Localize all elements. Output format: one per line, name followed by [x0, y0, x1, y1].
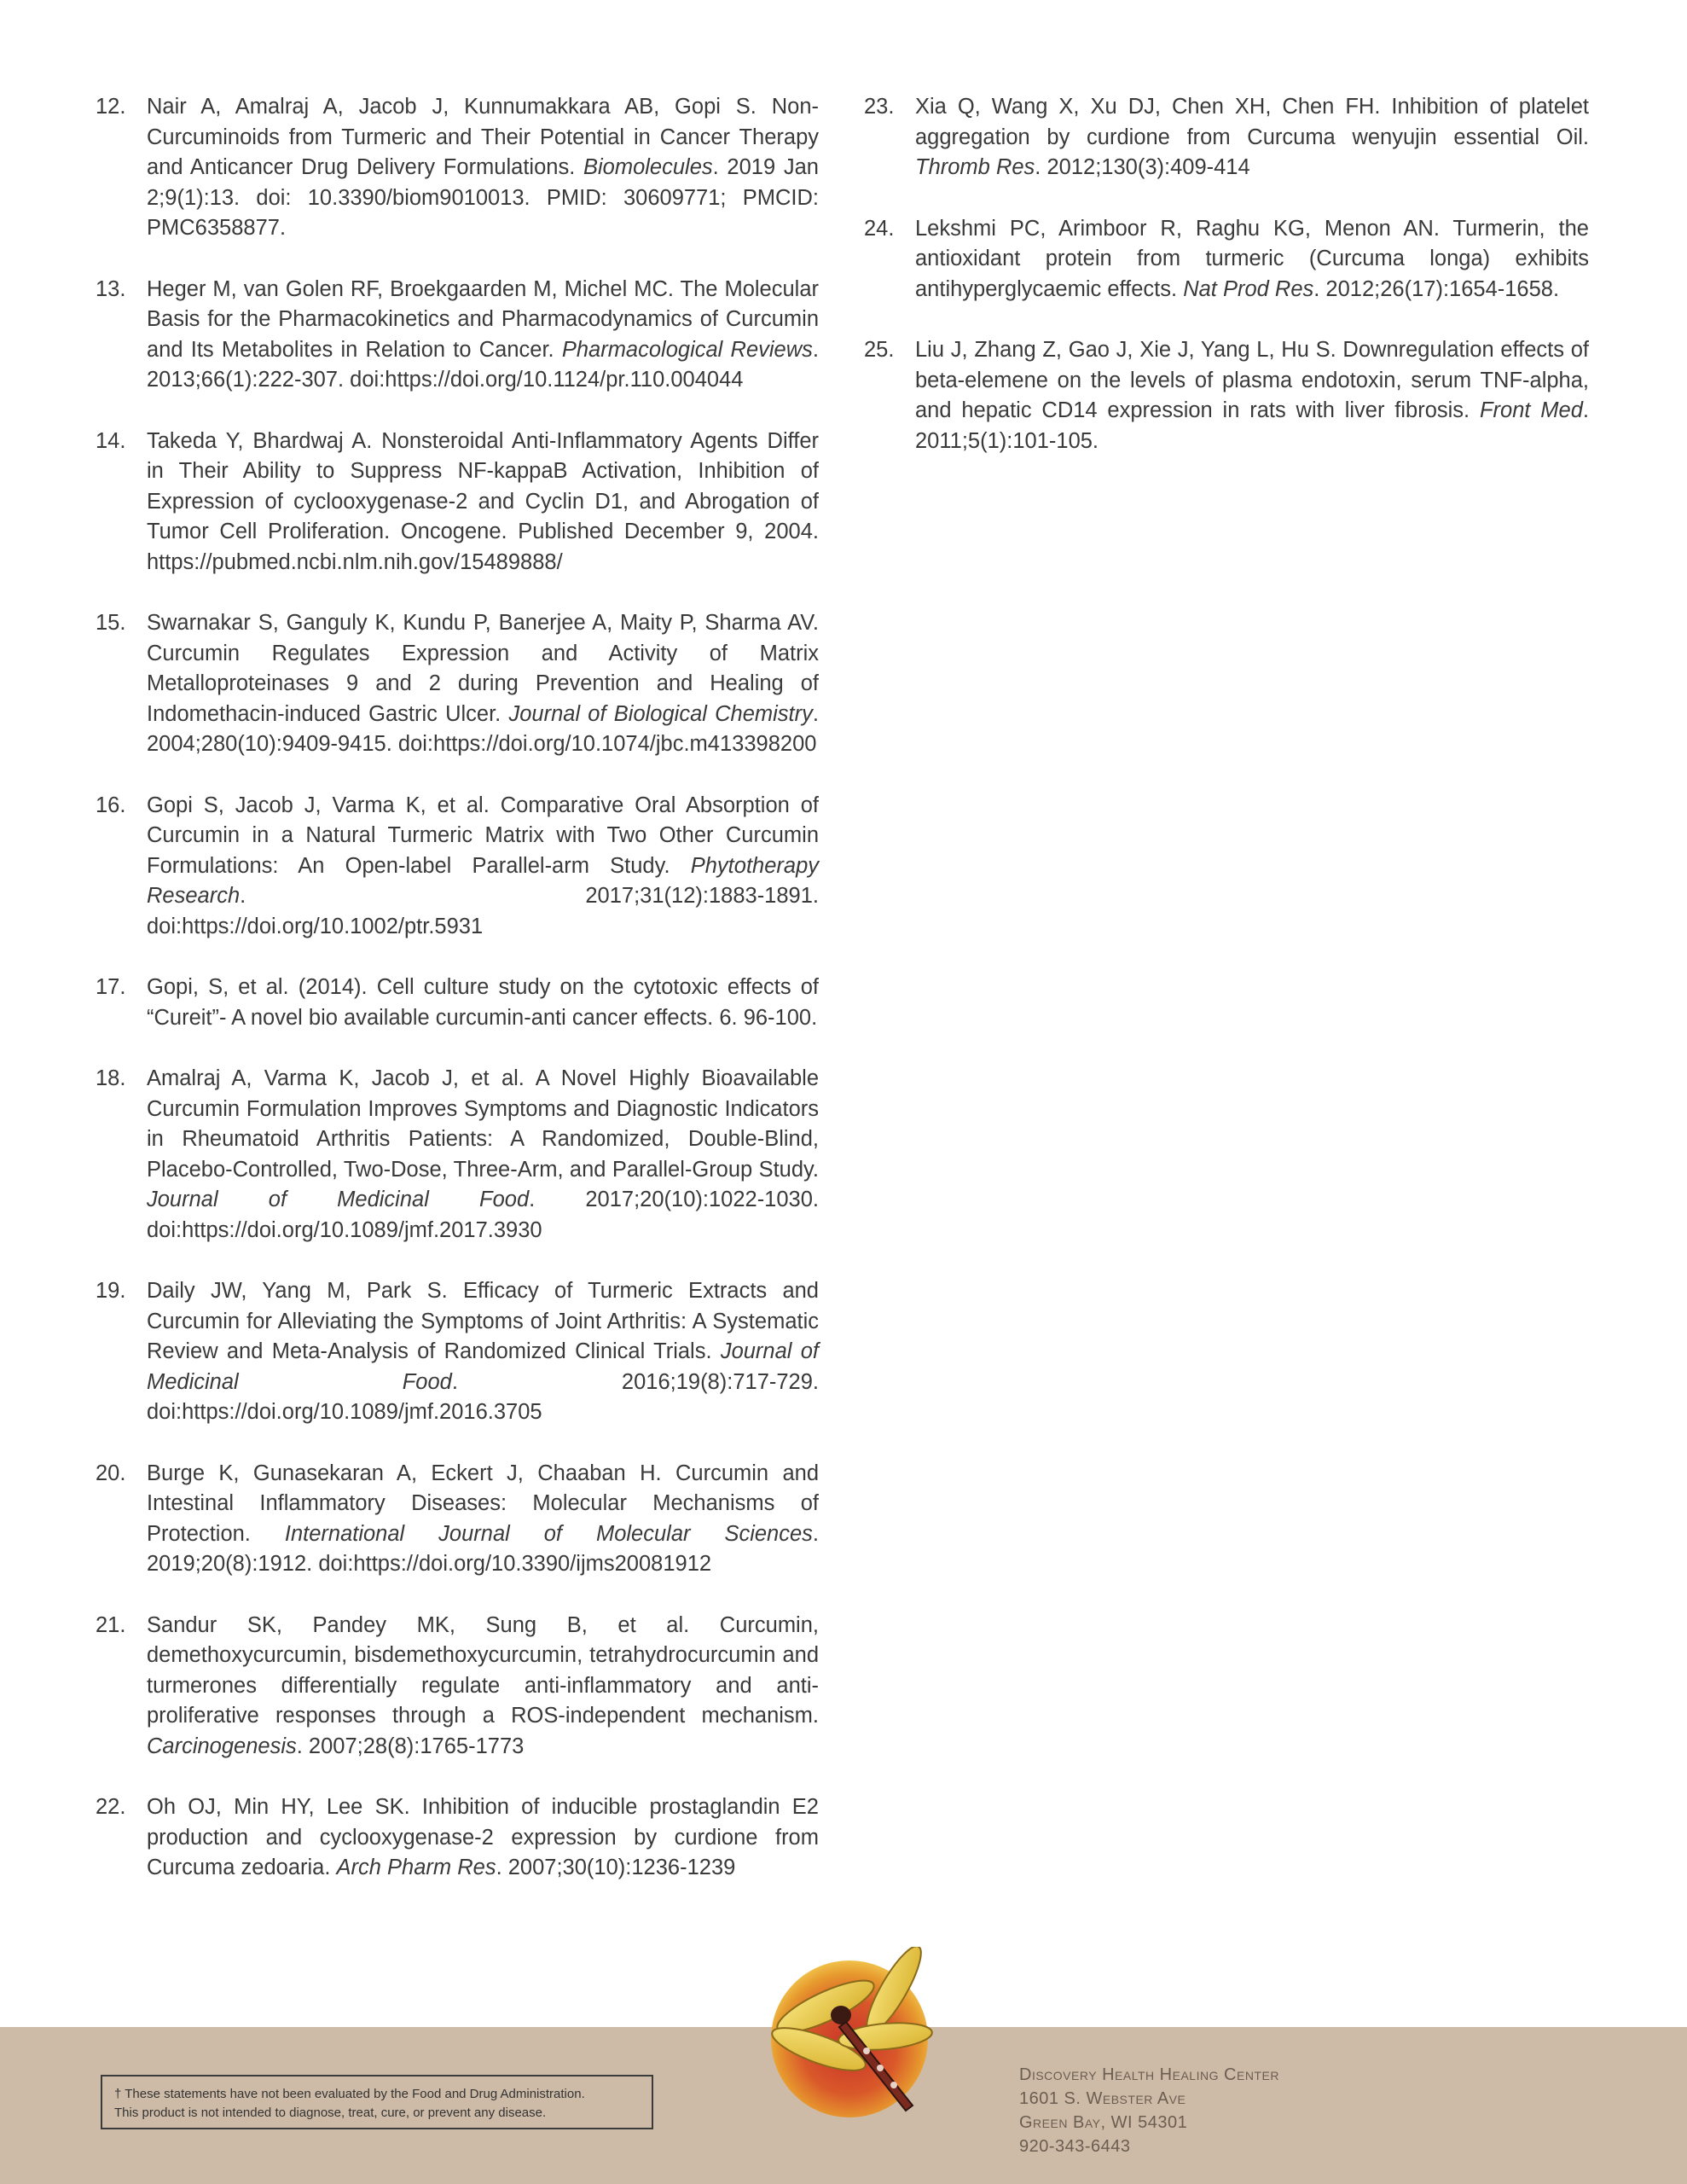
reference-segment: . 2019 Jan 2;9(1):13. doi: 10.3390/biom9010013. PMID: 30609771; PMCID: PMC6358877.	[147, 155, 819, 240]
reference-item	[96, 1276, 819, 1428]
reference-number: 18.	[96, 1066, 126, 1090]
reference-number: 14.	[96, 428, 126, 453]
journal-title: Journal of Medicinal Food	[147, 1188, 530, 1211]
reference-segment: . 2017;31(12):1883-1891. doi:https://doi.org/10.1002/ptr.5931	[147, 884, 819, 938]
reference-segment: Daily JW, Yang M, Park S. Efficacy of Turmeric Extracts and Curcumin for Alleviating the Symptoms of Joint Arthritis: A Systematic Review and Meta-Analysis of Randomized Clinical Trials.	[147, 1279, 819, 1363]
reference-segment: Nair A, Amalraj A, Jacob J, Kunnumakkara AB, Gopi S. Non-Curcuminoids from Turmeric and Their Potential in Cancer Therapy and Anticancer Drug Delivery Formulations.	[147, 95, 819, 179]
dragonfly-logo-svg	[766, 1947, 945, 2126]
reference-segment: Sandur SK, Pandey MK, Sung B, et al. Curcumin, demethoxycurcumin, bisdemethoxycurcumin, tetrahydrocurcumin and turmerones differentially regulate anti-inflammatory and anti-proliferative responses through a ROS-independent mechanism.	[147, 1612, 819, 1728]
reference-segment: . 2007;30(10):1236-1239	[496, 1856, 736, 1879]
journal-title: International Journal of Molecular Sciences	[284, 1521, 813, 1546]
journal-title: Journal of Medicinal Food	[147, 1339, 819, 1394]
reference-segment: Gopi S, Jacob J, Varma K, et al. Comparative Oral Absorption of Curcumin in a Natural Turmeric Matrix with Two Other Curcumin Formulations: An Open-label Parallel-arm Study.	[147, 793, 819, 878]
journal-title: Carcinogenesis	[147, 1734, 297, 1758]
city-state-zip: Green Bay, WI 54301	[1019, 2113, 1188, 2132]
reference-segment: . 2004;280(10):9409-9415. doi:https://doi.org/10.1074/jbc.m413398200	[147, 701, 819, 756]
reference-text	[147, 1792, 819, 1884]
reference-item	[96, 1611, 819, 1763]
disclaimer-line-1: † These statements have not been evaluated by the Food and Drug Administration.	[114, 2087, 585, 2101]
reference-text	[147, 973, 819, 1033]
reference-text	[915, 335, 1589, 456]
reference-item	[96, 791, 819, 943]
reference-segment: Swarnakar S, Ganguly K, Kundu P, Banerjee A, Maity P, Sharma AV. Curcumin Regulates Expression and Activity of Matrix Metalloproteinases 9 and 2 during Prevention and Healing of Indomethacin-induced Gastric Ulcer.	[147, 611, 819, 726]
reference-item	[96, 608, 819, 760]
journal-title: Front Med	[1479, 398, 1583, 422]
reference-text	[147, 427, 819, 578]
journal-title: Biomolecules	[583, 155, 713, 179]
reference-number: 15.	[96, 611, 126, 635]
reference-text	[915, 92, 1589, 183]
reference-segment: . 2012;130(3):409-414	[1035, 155, 1250, 179]
reference-segment: Lekshmi PC, Arimboor R, Raghu KG, Menon AN. Turmerin, the antioxidant protein from turmeric (Curcuma longa) exhibits antihyperglycaemic effects.	[915, 216, 1589, 301]
reference-segment: Burge K, Gunasekaran A, Eckert J, Chaaban H. Curcumin and Intestinal Inflammatory Diseases: Molecular Mechanisms of Protection.	[147, 1461, 819, 1546]
street-address: 1601 S. Webster Ave	[1019, 2089, 1186, 2108]
journal-title: Nat Prod Res	[1183, 276, 1314, 301]
reference-number: 23.	[864, 95, 895, 119]
reference-number: 19.	[96, 1279, 126, 1303]
reference-number: 25.	[864, 338, 895, 362]
dragonfly-logo-icon	[766, 1947, 945, 2126]
reference-number: 12.	[96, 95, 126, 119]
disclaimer-box	[101, 2075, 653, 2129]
reference-number: 21.	[96, 1612, 126, 1637]
reference-text	[147, 791, 819, 943]
reference-item	[96, 1792, 819, 1884]
reference-item	[96, 427, 819, 578]
reference-item	[96, 92, 819, 244]
reference-segment: Oh OJ, Min HY, Lee SK. Inhibition of inducible prostaglandin E2 production and cyclooxygenase-2 expression by curdione from Curcuma zedoaria.	[147, 1795, 819, 1879]
phone-number: 920-343-6443	[1019, 2137, 1131, 2156]
reference-item	[96, 275, 819, 396]
reference-segment: Heger M, van Golen RF, Broekgaarden M, Michel MC. The Molecular Basis for the Pharmacokinetics and Pharmacodynamics of Curcumin and Its Metabolites in Relation to Cancer.	[147, 276, 819, 362]
reference-item	[864, 92, 1589, 183]
journal-title: Phytotherapy Research	[147, 853, 819, 908]
references-right-column	[864, 92, 1589, 487]
reference-segment: . 2019;20(8):1912. doi:https://doi.org/10.3390/ijms20081912	[147, 1521, 820, 1576]
reference-text	[147, 1064, 819, 1246]
reference-text	[147, 275, 819, 396]
reference-segment: . 2013;66(1):222-307. doi:https://doi.org/10.1124/pr.110.004044	[147, 337, 819, 392]
reference-segment: Takeda Y, Bhardwaj A. Nonsteroidal Anti-Inflammatory Agents Differ in Their Ability to Suppress NF-kappaB Activation, Inhibition of Expression of cyclooxygenase-2 and Cyclin D1, and Abrogation of Tumor Cell Proliferation. Oncogene. Published December 9, 2004. https://pubmed.ncbi.nlm.nih.gov/15489888/	[147, 428, 819, 574]
reference-segment: . 2016;19(8):717-729. doi:https://doi.org/10.1089/jmf.2016.3705	[147, 1369, 819, 1424]
references-left-column	[96, 92, 819, 1914]
reference-text	[147, 608, 819, 760]
reference-number: 13.	[96, 276, 126, 301]
disclaimer-line-2: This product is not intended to diagnose, treat, cure, or prevent any disease.	[114, 2106, 547, 2120]
reference-text	[915, 214, 1589, 305]
reference-item	[96, 1064, 819, 1246]
reference-segment: Liu J, Zhang Z, Gao J, Xie J, Yang L, Hu S. Downregulation effects of beta-elemene on the levels of plasma endotoxin, serum TNF-alpha, and hepatic CD14 expression in rats with liver fibrosis.	[915, 338, 1589, 422]
center-name: Discovery Health Healing Center	[1019, 2065, 1279, 2084]
reference-number: 24.	[864, 216, 895, 241]
reference-number: 16.	[96, 793, 126, 817]
journal-title: Arch Pharm Res	[336, 1856, 496, 1879]
reference-text	[147, 1276, 819, 1428]
journal-title: Thromb Res	[915, 155, 1035, 179]
reference-item	[96, 973, 819, 1033]
reference-text	[147, 92, 819, 244]
reference-segment: Amalraj A, Varma K, Jacob J, et al. A Novel Highly Bioavailable Curcumin Formulation Improves Symptoms and Diagnostic Indicators in Rheumatoid Arthritis Patients: A Randomized, Double-Blind, Placebo-Controlled, Two-Dose, Three-Arm, and Parallel-Group Study.	[147, 1066, 819, 1182]
reference-number: 22.	[96, 1795, 126, 1819]
reference-item	[864, 335, 1589, 456]
reference-text	[147, 1611, 819, 1763]
reference-item	[96, 1459, 819, 1580]
reference-segment: . 2007;28(8):1765-1773	[296, 1734, 525, 1758]
reference-segment: . 2011;5(1):101-105.	[915, 398, 1590, 453]
reference-segment: . 2017;20(10):1022-1030. doi:https://doi.org/10.1089/jmf.2017.3930	[147, 1188, 819, 1242]
journal-title: Pharmacological Reviews	[561, 337, 813, 362]
journal-title: Journal of Biological Chemistry	[508, 701, 813, 726]
reference-number: 17.	[96, 975, 126, 999]
reference-number: 20.	[96, 1461, 126, 1485]
address-block	[1019, 2063, 1497, 2158]
reference-text	[147, 1459, 819, 1580]
reference-segment: Xia Q, Wang X, Xu DJ, Chen XH, Chen FH. Inhibition of platelet aggregation by curdione from Curcuma wenyujin essential Oil.	[915, 95, 1589, 149]
reference-segment: . 2012;26(17):1654-1658.	[1313, 276, 1560, 301]
reference-segment: Gopi, S, et al. (2014). Cell culture study on the cytotoxic effects of “Cureit”- A novel bio available curcumin-anti cancer effects. 6. 96-100.	[147, 975, 819, 1030]
reference-item	[864, 214, 1589, 305]
